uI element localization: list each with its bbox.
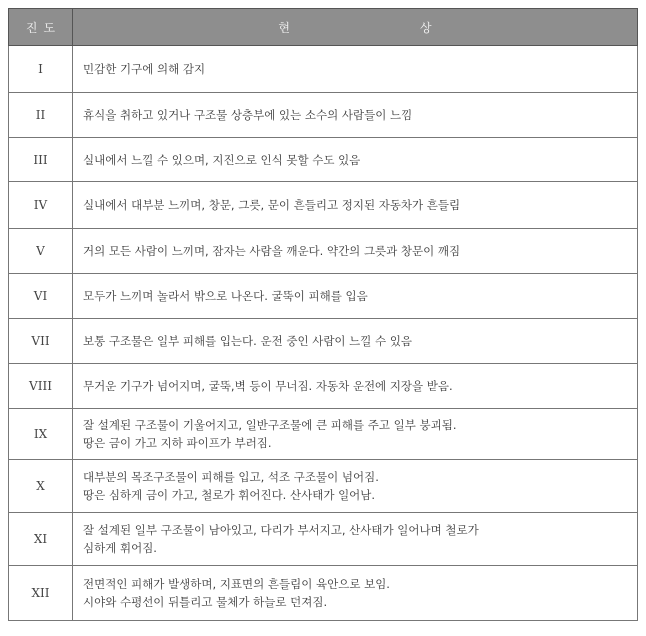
phenomenon-cell	[73, 46, 638, 93]
phenomenon-line: 휴식을 취하고 있거나 구조물 상층부에 있는 소수의 사람들이 느낌	[83, 108, 413, 122]
phenomenon-line: 실내에서 느낄 수 있으며, 지진으로 인식 못할 수도 있음	[83, 152, 361, 167]
degree-cell: VIII	[9, 364, 73, 409]
phenomenon-line: 모두가 느끼며 놀라서 밖으로 나온다. 굴뚝이 피해를 입음	[83, 289, 368, 303]
phenomenon-line: 전면적인 피해가 발생하며, 지표면의 흔들림이 육안으로 보임.	[83, 577, 390, 591]
phenomenon-cell	[73, 513, 638, 566]
phenomenon-cell	[73, 229, 638, 274]
table-row	[9, 409, 638, 460]
table-row	[9, 93, 638, 138]
phenomenon-cell	[73, 364, 638, 409]
phenomenon-line: 거의 모든 사람이 느끼며, 잠자는 사람을 깨운다. 약간의 그릇과 창문이 깨짐	[83, 244, 461, 258]
degree-cell: X	[9, 460, 73, 513]
header-phenomenon-char-1: 현	[278, 20, 290, 35]
table-row	[9, 229, 638, 274]
table-row	[9, 138, 638, 182]
degree-cell: XI	[9, 513, 73, 566]
degree-cell: VII	[9, 319, 73, 364]
header-degree	[9, 9, 73, 46]
phenomenon-line: 보통 구조물은 일부 피해를 입는다. 운전 중인 사람이 느낄 수 있음	[83, 334, 413, 348]
degree-cell: XII	[9, 566, 73, 621]
phenomenon-line: 땅은 심하게 금이 가고, 철로가 휘어진다. 산사태가 일어남.	[83, 488, 376, 502]
table-row	[9, 513, 638, 566]
phenomenon-cell	[73, 93, 638, 138]
phenomenon-cell	[73, 138, 638, 182]
header-phenomenon-char-2: 상	[420, 20, 432, 35]
phenomenon-line: 무거운 기구가 넘어지며, 굴뚝,벽 등이 무너짐. 자동차 운전에 지장을 받음.	[83, 379, 453, 393]
table-header-row	[9, 9, 638, 46]
table-row	[9, 46, 638, 93]
phenomenon-line: 민감한 기구에 의해 감지	[83, 62, 206, 76]
table-row	[9, 364, 638, 409]
header-degree-char-2: 도	[43, 20, 56, 35]
table-row	[9, 274, 638, 319]
header-phenomenon	[73, 9, 638, 46]
phenomenon-line: 심하게 휘어짐.	[83, 541, 157, 555]
header-degree-char-1: 진	[25, 20, 38, 35]
phenomenon-cell	[73, 182, 638, 229]
table-row	[9, 182, 638, 229]
phenomenon-cell	[73, 566, 638, 621]
table-row	[9, 460, 638, 513]
degree-cell: IV	[9, 182, 73, 229]
seismic-intensity-table	[8, 8, 638, 621]
table-body	[9, 46, 638, 621]
degree-cell: III	[9, 138, 73, 182]
degree-cell: I	[9, 46, 73, 93]
degree-cell: IX	[9, 409, 73, 460]
phenomenon-line: 실내에서 대부분 느끼며, 창문, 그릇, 문이 흔들리고 정지된 자동차가 흔들림	[83, 198, 461, 212]
phenomenon-cell	[73, 319, 638, 364]
phenomenon-cell	[73, 460, 638, 513]
seismic-intensity-table-container	[8, 8, 638, 621]
table-row	[9, 566, 638, 621]
phenomenon-line: 잘 설계된 일부 구조물이 남아있고, 다리가 부서지고, 산사태가 일어나며 철로가	[83, 523, 479, 537]
table-row	[9, 319, 638, 364]
phenomenon-cell	[73, 409, 638, 460]
degree-cell: V	[9, 229, 73, 274]
degree-cell: II	[9, 93, 73, 138]
phenomenon-line: 시야와 수평선이 뒤틀리고 물체가 하늘로 던져짐.	[83, 595, 328, 609]
phenomenon-cell	[73, 274, 638, 319]
degree-cell: VI	[9, 274, 73, 319]
phenomenon-line: 대부분의 목조구조물이 피해를 입고, 석조 구조물이 넘어짐.	[83, 470, 379, 484]
phenomenon-line: 잘 설계된 구조물이 기울어지고, 일반구조물에 큰 피해를 주고 일부 붕괴됨.	[83, 418, 457, 432]
phenomenon-line: 땅은 금이 가고 지하 파이프가 부러짐.	[83, 436, 272, 450]
